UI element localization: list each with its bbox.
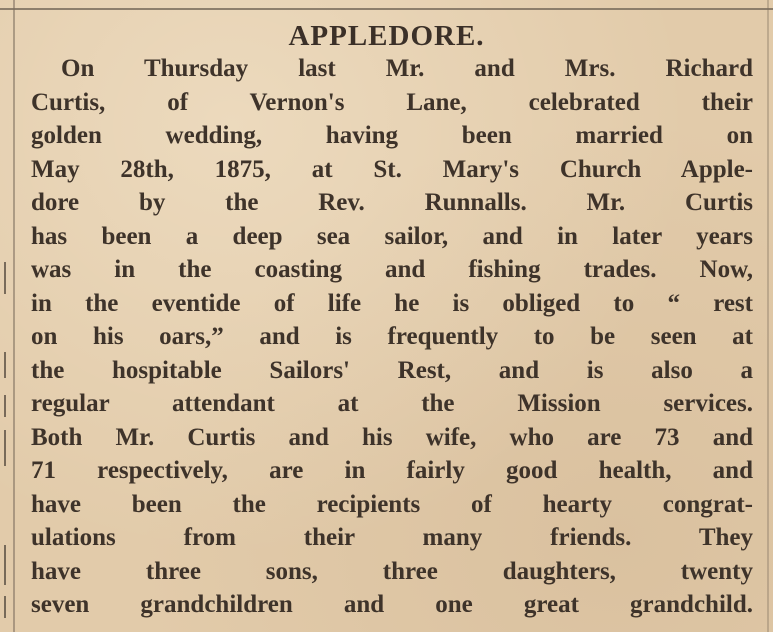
margin-mark bbox=[4, 596, 6, 618]
article-line: dore by the Rev. Runnalls. Mr. Curtis bbox=[31, 189, 753, 216]
margin-mark bbox=[4, 545, 6, 585]
right-column-rule bbox=[767, 0, 769, 632]
article-line: has been a deep sea sailor, and in later years bbox=[31, 222, 753, 250]
article-body bbox=[31, 52, 753, 622]
article-line: the hospitable Sailors' Rest, and is also a bbox=[31, 356, 753, 384]
article-line: regular attendant at the Mission services. bbox=[31, 390, 753, 417]
article-line: May 28th, 1875, at St. Mary's Church Apple- bbox=[31, 155, 753, 183]
left-column-rule bbox=[13, 0, 15, 632]
article-line: ulations from their many friends. They bbox=[31, 524, 753, 551]
article-line: On Thursday last Mr. and Mrs. Richard bbox=[61, 55, 753, 82]
article-line: seven grandchildren and one great grandchild. bbox=[31, 591, 753, 618]
article-line: Curtis, of Vernon's Lane, celebrated their bbox=[31, 88, 753, 116]
margin-mark bbox=[4, 262, 6, 294]
article-line: have three sons, three daughters, twenty bbox=[31, 557, 753, 585]
article-line: in the eventide of life he is obliged to “ rest bbox=[31, 289, 753, 317]
article-line: Both Mr. Curtis and his wife, who are 73 and bbox=[31, 423, 753, 451]
article-line: 71 respectively, are in fairly good health, and bbox=[31, 457, 753, 484]
article-line: golden wedding, having been married on bbox=[31, 122, 753, 149]
top-column-rule bbox=[0, 8, 773, 10]
margin-mark bbox=[4, 430, 6, 466]
article-headline: APPLEDORE. bbox=[288, 20, 485, 52]
margin-mark bbox=[4, 352, 6, 378]
article-line: on his oars,” and is frequently to be seen at bbox=[31, 323, 753, 350]
article-line: have been the recipients of hearty congrat- bbox=[31, 490, 753, 518]
article-line: was in the coasting and fishing trades. Now, bbox=[31, 256, 753, 283]
margin-mark bbox=[4, 395, 6, 417]
